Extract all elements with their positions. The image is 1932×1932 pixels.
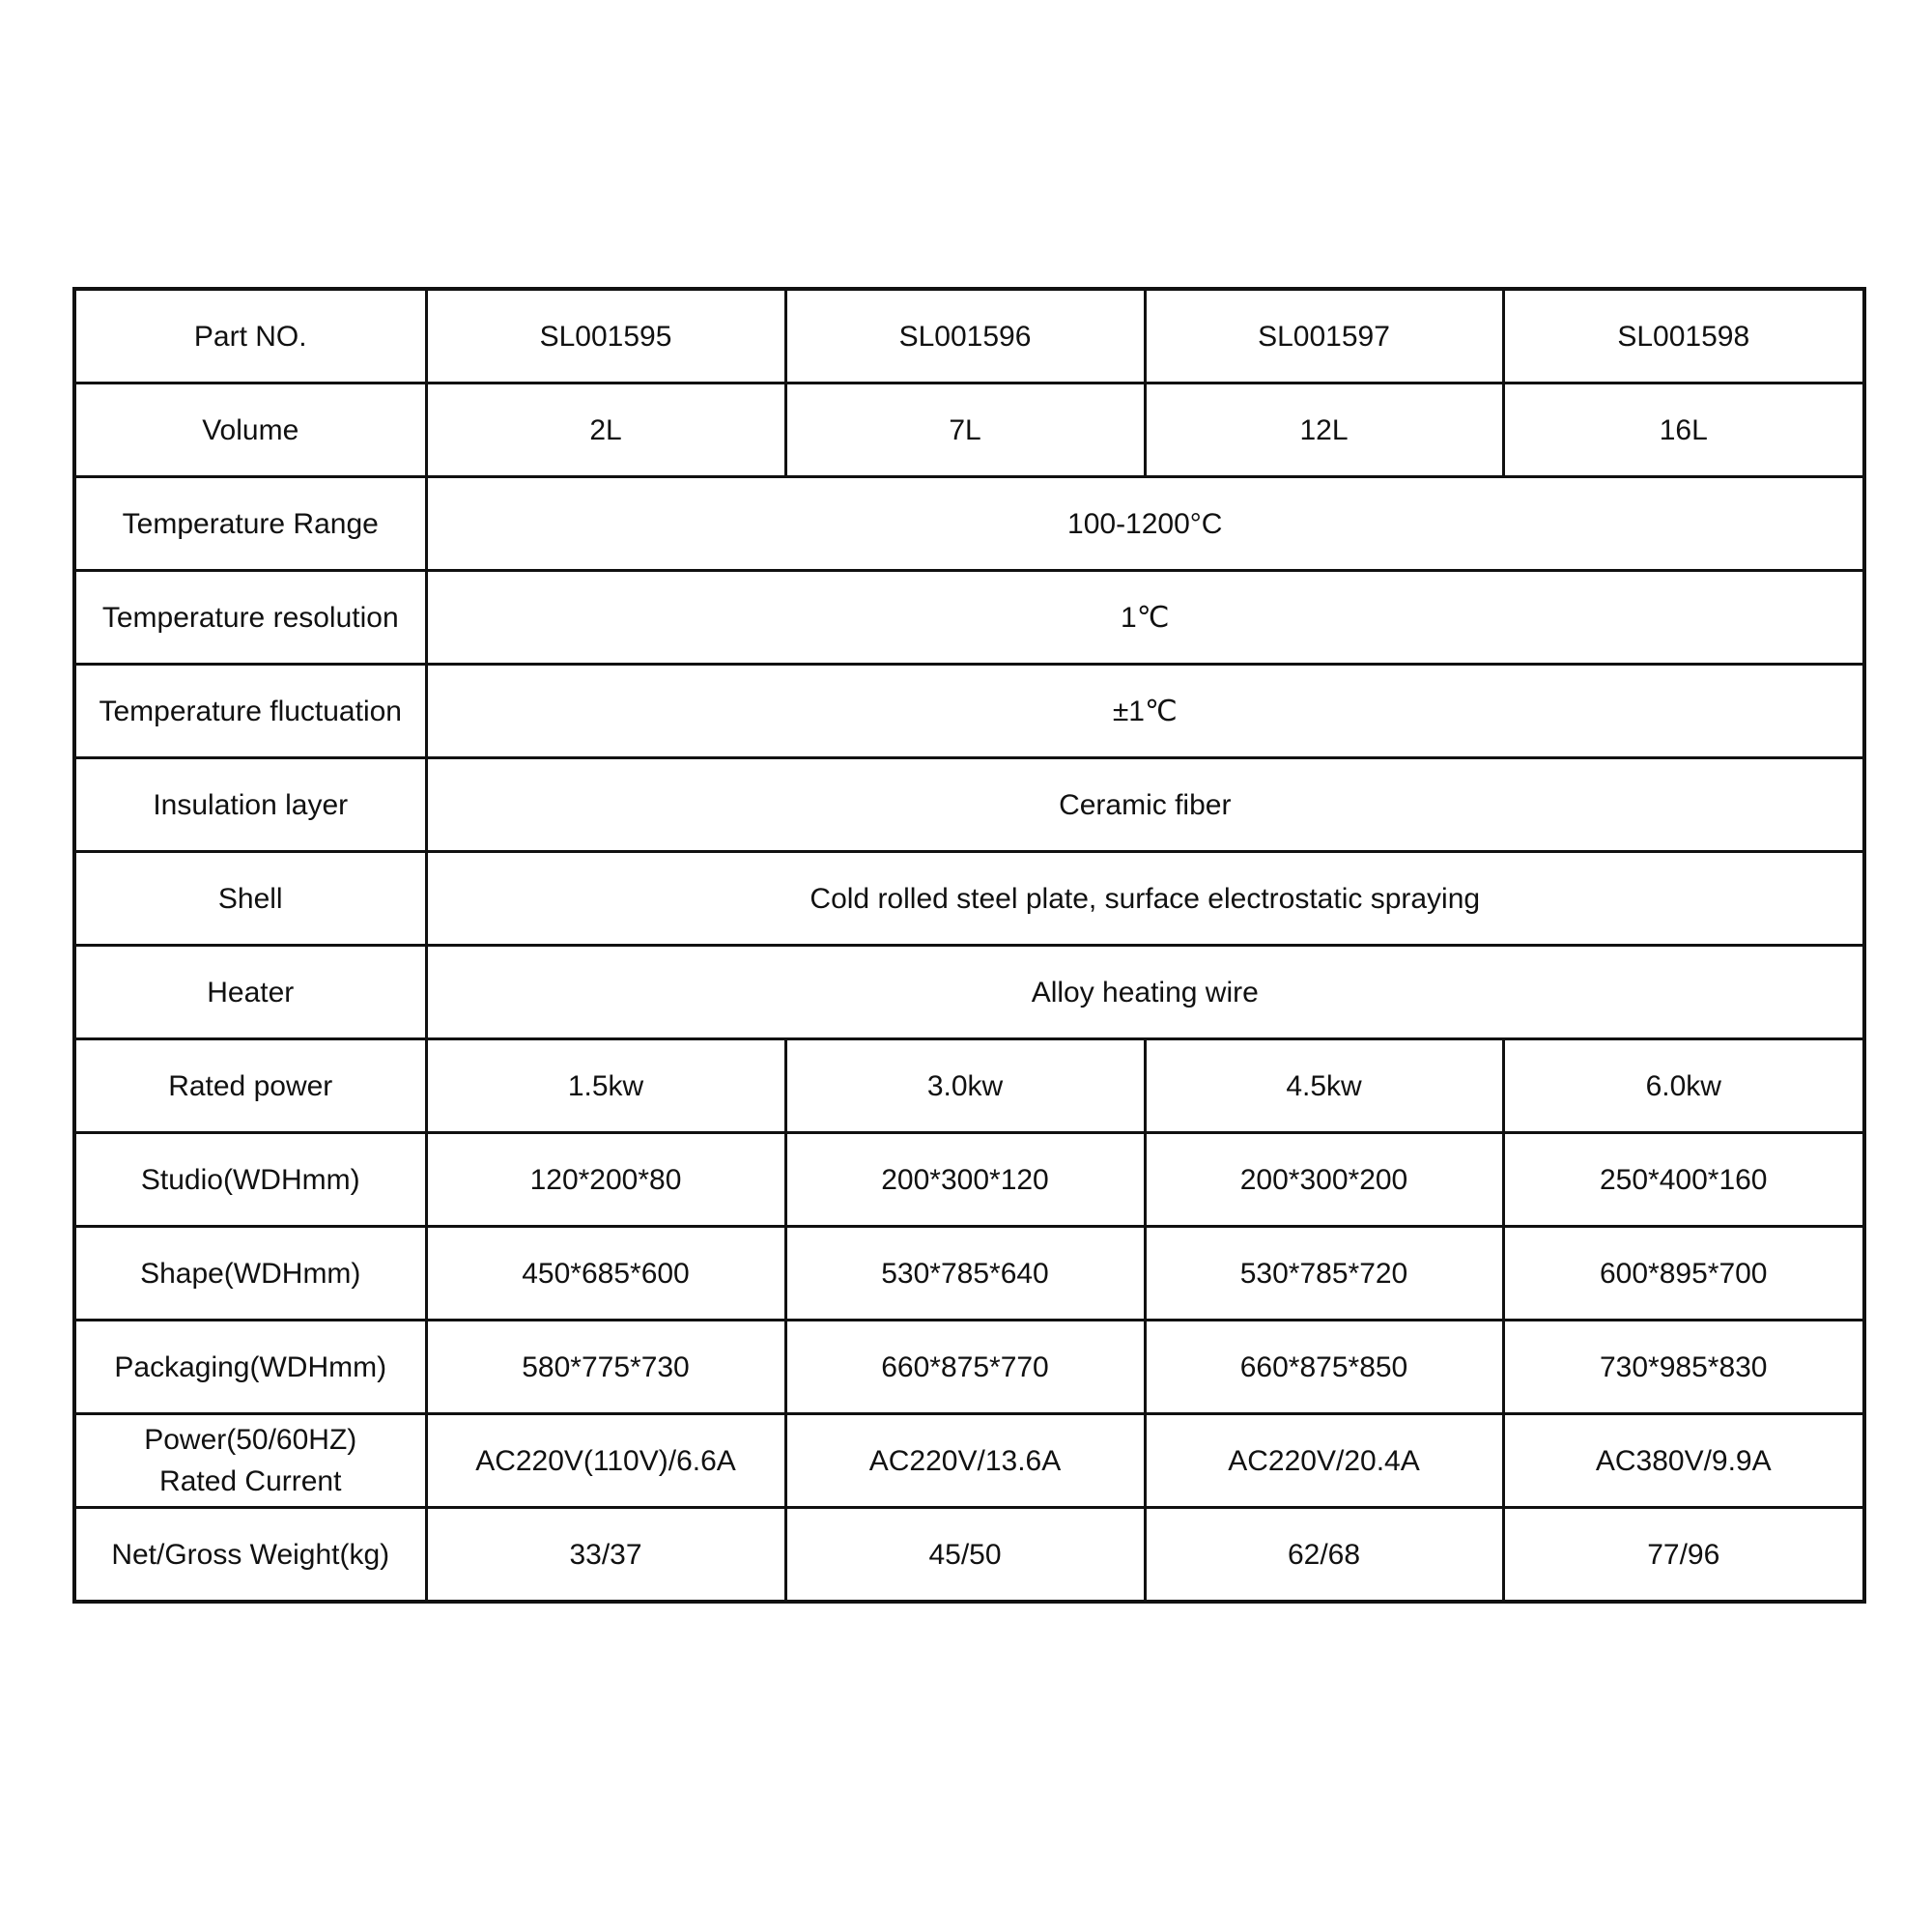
heater-value: Alloy heating wire xyxy=(426,946,1864,1039)
shape-2: 530*785*640 xyxy=(785,1227,1145,1321)
label-rated-power: Rated power xyxy=(74,1039,426,1133)
temperature-fluctuation-value: ±1℃ xyxy=(426,665,1864,758)
label-temperature-resolution: Temperature resolution xyxy=(74,571,426,665)
insulation-layer-value: Ceramic fiber xyxy=(426,758,1864,852)
rated-power-1: 1.5kw xyxy=(426,1039,785,1133)
label-studio: Studio(WDHmm) xyxy=(74,1133,426,1227)
weight-3: 62/68 xyxy=(1145,1508,1503,1603)
row-shape xyxy=(74,1227,1864,1321)
label-current-line: Rated Current xyxy=(159,1465,342,1497)
rated-power-4: 6.0kw xyxy=(1503,1039,1864,1133)
row-volume xyxy=(74,384,1864,477)
volume-4: 16L xyxy=(1503,384,1864,477)
label-temperature-range: Temperature Range xyxy=(74,477,426,571)
label-power-line: Power(50/60HZ) xyxy=(144,1424,357,1456)
part-no-2: SL001596 xyxy=(785,289,1145,384)
power-current-3: AC220V/20.4A xyxy=(1145,1414,1503,1508)
temperature-resolution-value: 1℃ xyxy=(426,571,1864,665)
row-weight xyxy=(74,1508,1864,1603)
volume-3: 12L xyxy=(1145,384,1503,477)
row-temperature-fluctuation xyxy=(74,665,1864,758)
label-weight: Net/Gross Weight(kg) xyxy=(74,1508,426,1603)
row-temperature-resolution xyxy=(74,571,1864,665)
label-shell: Shell xyxy=(74,852,426,946)
weight-4: 77/96 xyxy=(1503,1508,1864,1603)
label-part-no: Part NO. xyxy=(74,289,426,384)
weight-2: 45/50 xyxy=(785,1508,1145,1603)
shell-value: Cold rolled steel plate, surface electrostatic spraying xyxy=(426,852,1864,946)
packaging-3: 660*875*850 xyxy=(1145,1321,1503,1414)
row-temperature-range xyxy=(74,477,1864,571)
label-heater: Heater xyxy=(74,946,426,1039)
part-no-4: SL001598 xyxy=(1503,289,1864,384)
rated-power-3: 4.5kw xyxy=(1145,1039,1503,1133)
studio-4: 250*400*160 xyxy=(1503,1133,1864,1227)
packaging-4: 730*985*830 xyxy=(1503,1321,1864,1414)
power-current-1: AC220V(110V)/6.6A xyxy=(426,1414,785,1508)
packaging-2: 660*875*770 xyxy=(785,1321,1145,1414)
shape-4: 600*895*700 xyxy=(1503,1227,1864,1321)
row-part-no xyxy=(74,289,1864,384)
spec-table xyxy=(72,287,1866,1604)
row-packaging xyxy=(74,1321,1864,1414)
weight-1: 33/37 xyxy=(426,1508,785,1603)
label-packaging: Packaging(WDHmm) xyxy=(74,1321,426,1414)
studio-3: 200*300*200 xyxy=(1145,1133,1503,1227)
row-shell xyxy=(74,852,1864,946)
label-shape: Shape(WDHmm) xyxy=(74,1227,426,1321)
shape-1: 450*685*600 xyxy=(426,1227,785,1321)
studio-1: 120*200*80 xyxy=(426,1133,785,1227)
label-power-current xyxy=(74,1414,426,1508)
label-insulation-layer: Insulation layer xyxy=(74,758,426,852)
row-insulation-layer xyxy=(74,758,1864,852)
row-rated-power xyxy=(74,1039,1864,1133)
row-heater xyxy=(74,946,1864,1039)
label-volume: Volume xyxy=(74,384,426,477)
studio-2: 200*300*120 xyxy=(785,1133,1145,1227)
part-no-1: SL001595 xyxy=(426,289,785,384)
row-power-current xyxy=(74,1414,1864,1508)
volume-2: 7L xyxy=(785,384,1145,477)
volume-1: 2L xyxy=(426,384,785,477)
row-studio xyxy=(74,1133,1864,1227)
temperature-range-value: 100-1200°C xyxy=(426,477,1864,571)
shape-3: 530*785*720 xyxy=(1145,1227,1503,1321)
packaging-1: 580*775*730 xyxy=(426,1321,785,1414)
part-no-3: SL001597 xyxy=(1145,289,1503,384)
label-temperature-fluctuation: Temperature fluctuation xyxy=(74,665,426,758)
power-current-2: AC220V/13.6A xyxy=(785,1414,1145,1508)
power-current-4: AC380V/9.9A xyxy=(1503,1414,1864,1508)
rated-power-2: 3.0kw xyxy=(785,1039,1145,1133)
